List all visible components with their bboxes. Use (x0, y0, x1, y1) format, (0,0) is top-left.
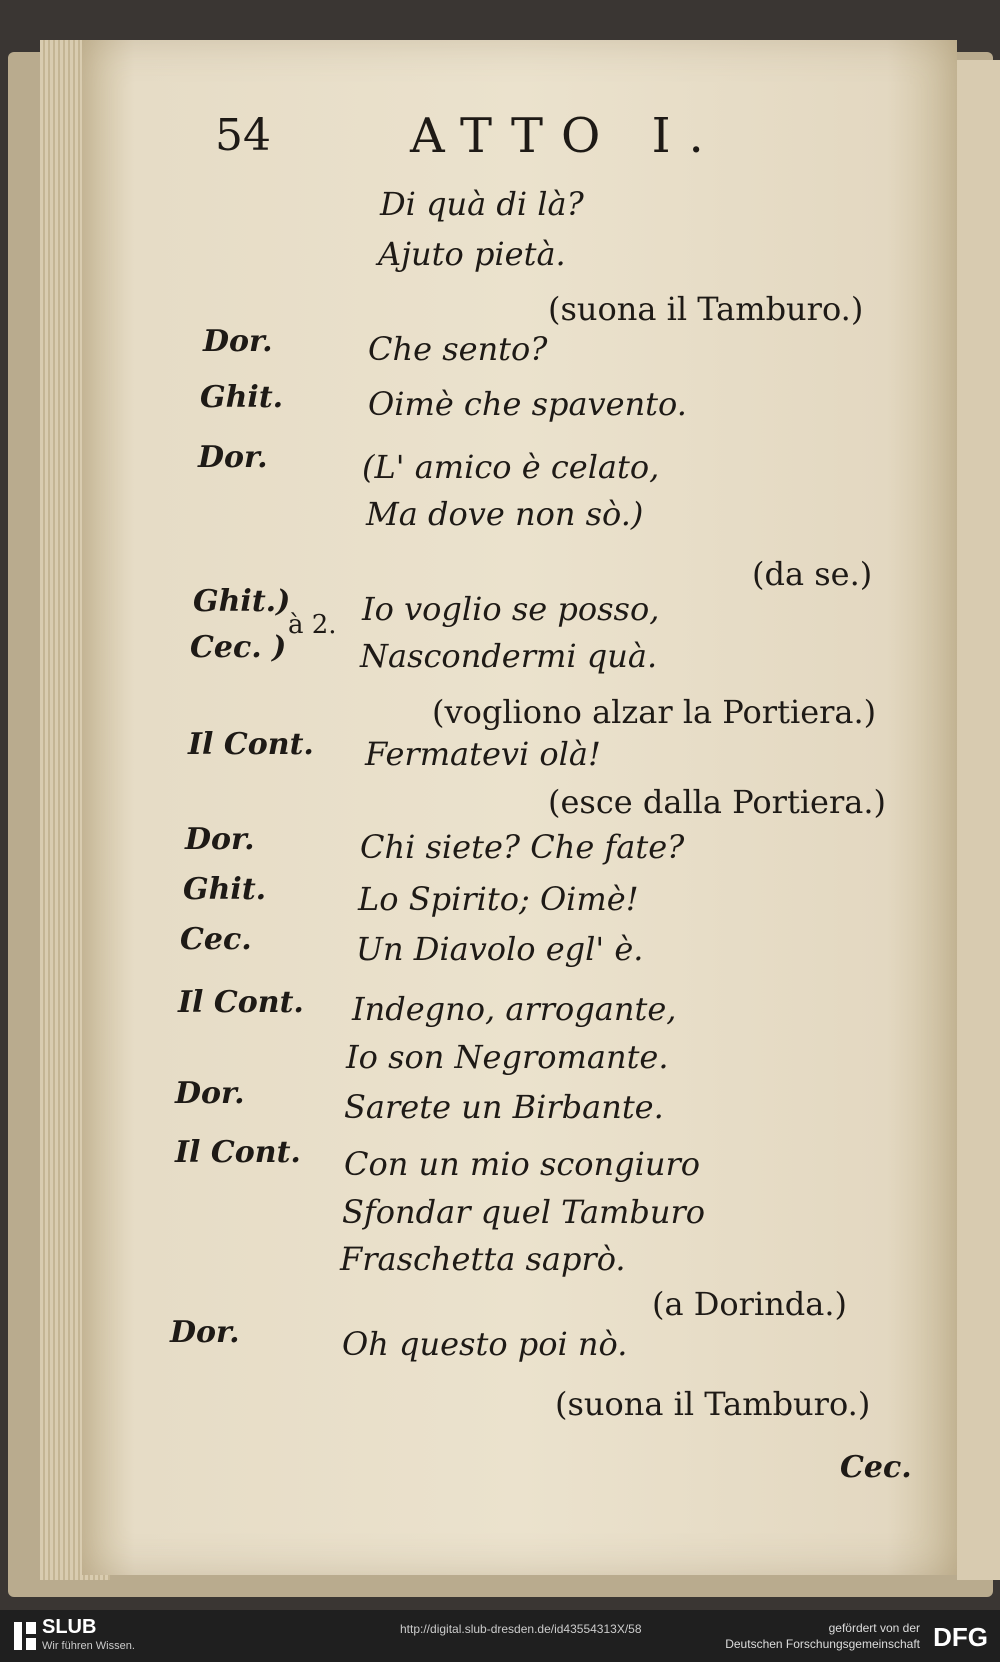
verse-line: Lo Spirito; Oimè! (358, 880, 639, 918)
verse-line: (L' amico è celato, (362, 448, 660, 486)
verse-line: Un Diavolo egl' è. (356, 930, 644, 968)
page-number: 54 (215, 110, 271, 161)
a-due-mark: à 2. (288, 610, 337, 640)
speaker-label: Ghit. (200, 380, 284, 415)
verse-line: Oimè che spavento. (368, 385, 687, 423)
stage-direction: (suona il Tamburo.) (548, 290, 864, 328)
stage-direction: (esce dalla Portiera.) (548, 783, 887, 821)
verse-line: Oh questo poi nò. (342, 1325, 628, 1363)
verse-line: Fraschetta saprò. (340, 1240, 626, 1278)
stage-direction: (da se.) (752, 555, 873, 593)
verse-line: Di quà di là? (380, 185, 584, 223)
verse-line: Indegno, arrogante, (352, 990, 677, 1028)
verse-line: Nascondermi quà. (360, 637, 658, 675)
speaker-label: Dor. (203, 324, 273, 359)
verse-line: Che sento? (368, 330, 548, 368)
speaker-label: Il Cont. (178, 985, 304, 1020)
verse-line: Sfondar quel Tamburo (342, 1193, 706, 1231)
verse-line: Fermatevi olà! (365, 735, 601, 773)
stage-direction: (vogliono alzar la Portiera.) (432, 693, 877, 731)
speaker-label: Ghit.) (193, 584, 291, 619)
speaker-label: Dor. (198, 440, 268, 475)
verse-line: Ajuto pietà. (378, 235, 566, 273)
funding-note (725, 1620, 920, 1652)
speaker-label: Cec. (180, 922, 252, 957)
verse-line: Con un mio scongiuro (344, 1145, 701, 1183)
speaker-label: Il Cont. (175, 1135, 301, 1170)
verse-line: Chi siete? Che fate? (360, 828, 685, 866)
speaker-label: Dor. (185, 822, 255, 857)
catchword: Cec. (840, 1450, 912, 1485)
speaker-label: Dor. (175, 1076, 245, 1111)
slub-title[interactable]: SLUB (42, 1616, 97, 1638)
page-header: ATTO I. (410, 108, 722, 164)
funding-line-1: gefördert von der (828, 1621, 920, 1635)
verse-line: Ma dove non sò.) (366, 495, 644, 533)
stage-direction: (a Dorinda.) (652, 1285, 848, 1323)
verse-line: Io voglio se posso, (362, 590, 660, 628)
document-url[interactable]: http://digital.slub-dresden.de/id43554313X/58 (400, 1622, 642, 1636)
verse-line: Sarete un Birbante. (344, 1088, 664, 1126)
speaker-label: Cec. ) (190, 630, 287, 665)
next-page-edge (957, 60, 1000, 1580)
speaker-label: Il Cont. (188, 727, 314, 762)
slub-logo-icon (12, 1620, 38, 1652)
speaker-label: Dor. (170, 1315, 240, 1350)
speaker-label: Ghit. (183, 872, 267, 907)
stage-direction: (suona il Tamburo.) (555, 1385, 871, 1423)
verse-line: Io son Negromante. (346, 1038, 669, 1076)
footer-bar (0, 1610, 1000, 1662)
dfg-logo[interactable]: DFG (933, 1622, 988, 1652)
slub-tagline: Wir führen Wissen. (42, 1640, 135, 1652)
funding-line-2: Deutschen Forschungsgemeinschaft (725, 1637, 920, 1651)
